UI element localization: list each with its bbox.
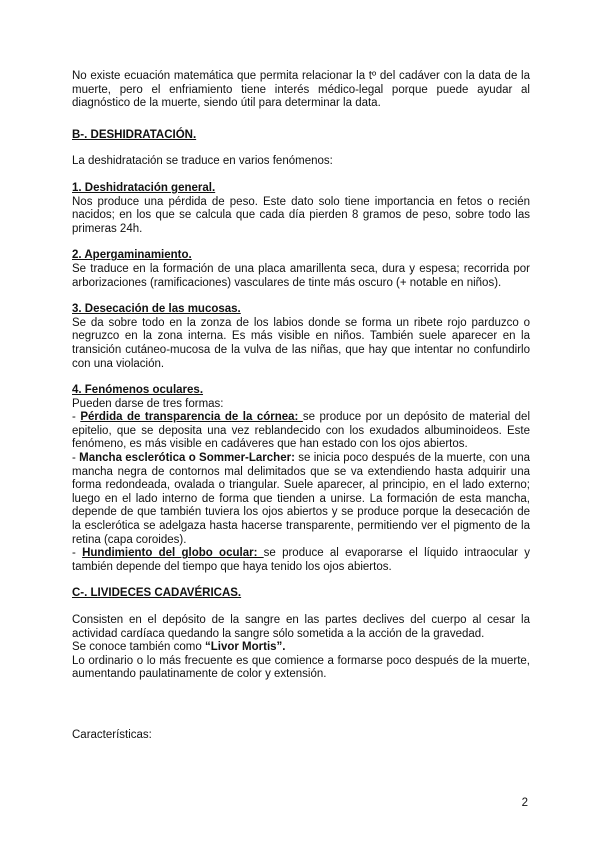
ocular-form-prefix: - [72,547,83,560]
ocular-form-label: Mancha esclerótica o Sommer-Larcher: [79,452,299,465]
item-4-heading: 4. Fenómenos oculares. [72,384,204,397]
ocular-form-prefix: - [72,411,81,424]
document-page [72,70,530,743]
item-4-intro: Pueden darse de tres formas: [72,397,224,410]
intro-paragraph: No existe ecuación matemática que permita relacionar la tº del cadáver con la data de la muerte, pero el enfriamiento tiene interés médico-legal porque puede ayudar al diagnóstico de la muerte, siendo útil para determinar la data. [72,70,530,110]
section-c-p1: Consisten en el depósito de la sangre en las partes declives del cuerpo al cesar la actividad cardíaca quedando la sangre sólo sometida a la acción de la gravedad. [72,614,530,640]
item-1-heading: 1. Deshidratación general. [72,181,216,194]
ocular-form-mancha [72,452,530,547]
ocular-form-label: Pérdida de transparencia de la córnea: [80,411,303,424]
livor-prefix: Se conoce también como [72,641,205,654]
characteristics-label: Características: [72,728,152,741]
section-c-p3: Lo ordinario o lo más frecuente es que comience a formarse poco después de la muerte, aumentando paulatinamente de color y extensión. [72,654,530,681]
section-b-intro: La deshidratación se traduce en varios fenómenos: [72,155,333,168]
section-b-title: B-. DESHIDRATACIÓN. [72,128,197,141]
ocular-form-text: se produce por un depósito de material del epitelio, que se deposita una vez reblandecido con los exudados albuminoideos. Este fenómeno, es más visible en cadáveres que han estado con los ojos abiertos. [72,411,530,451]
item-3-text: Se da sobre todo en la zonza de los labios donde se forma un ribete rojo parduzco o negruzco en la zona interna. Es más visible en niños. También suele aparecer en la transición cutáneo-mucosa de la vulva de las niñas, que hay que intentar no confundirlo con una violación. [72,316,530,370]
ocular-form-text: se produce al evaporarse el líquido intraocular y también depende del tiempo que haya tenido los ojos abiertos. [72,547,530,573]
ocular-form-cornea [72,411,530,452]
ocular-form-text: se inicia poco después de la muerte, con una mancha negra de contornos mal delimitados que se va extendiendo hasta adquirir una forma redondeada, ovalada o triangular. Suele aparecer, al principio, en el lado externo; luego en el lado interno de forma que tienden a unirse. La formación de esta mancha, depende de que también tuviera los ojos abiertos y se produce porque la desecación de la esclerótica se adelgaza hasta hacerse transparente, permitiendo ver el pigmento de la retina (capa coroides). [72,452,530,546]
item-3-heading: 3. Desecación de las mucosas. [72,303,241,316]
item-2-heading: 2. Apergaminamiento. [72,249,192,262]
ocular-form-label: Hundimiento del globo ocular: [82,547,264,560]
item-2-text: Se traduce en la formación de una placa amarillenta seca, dura y espesa; recorrida por arborizaciones (ramificaciones) vasculares de tinte más oscuro (+ notable en niños). [72,262,530,289]
item-1-text: Nos produce una pérdida de peso. Este dato solo tiene importancia en fetos o recién nacidos; en los que se calcula que cada día pierden 8 gramos de peso, sobre todo las primeras 24h. [72,195,530,235]
section-c-p2 [72,641,530,655]
page-number: 2 [521,797,528,809]
section-c-title: C-. LIVIDECES CADAVÉRICAS. [72,587,242,600]
ocular-form-hundimiento [72,547,530,574]
livor-mortis-term: “Livor Mortis”. [204,641,286,654]
ocular-form-prefix: - [72,452,80,465]
